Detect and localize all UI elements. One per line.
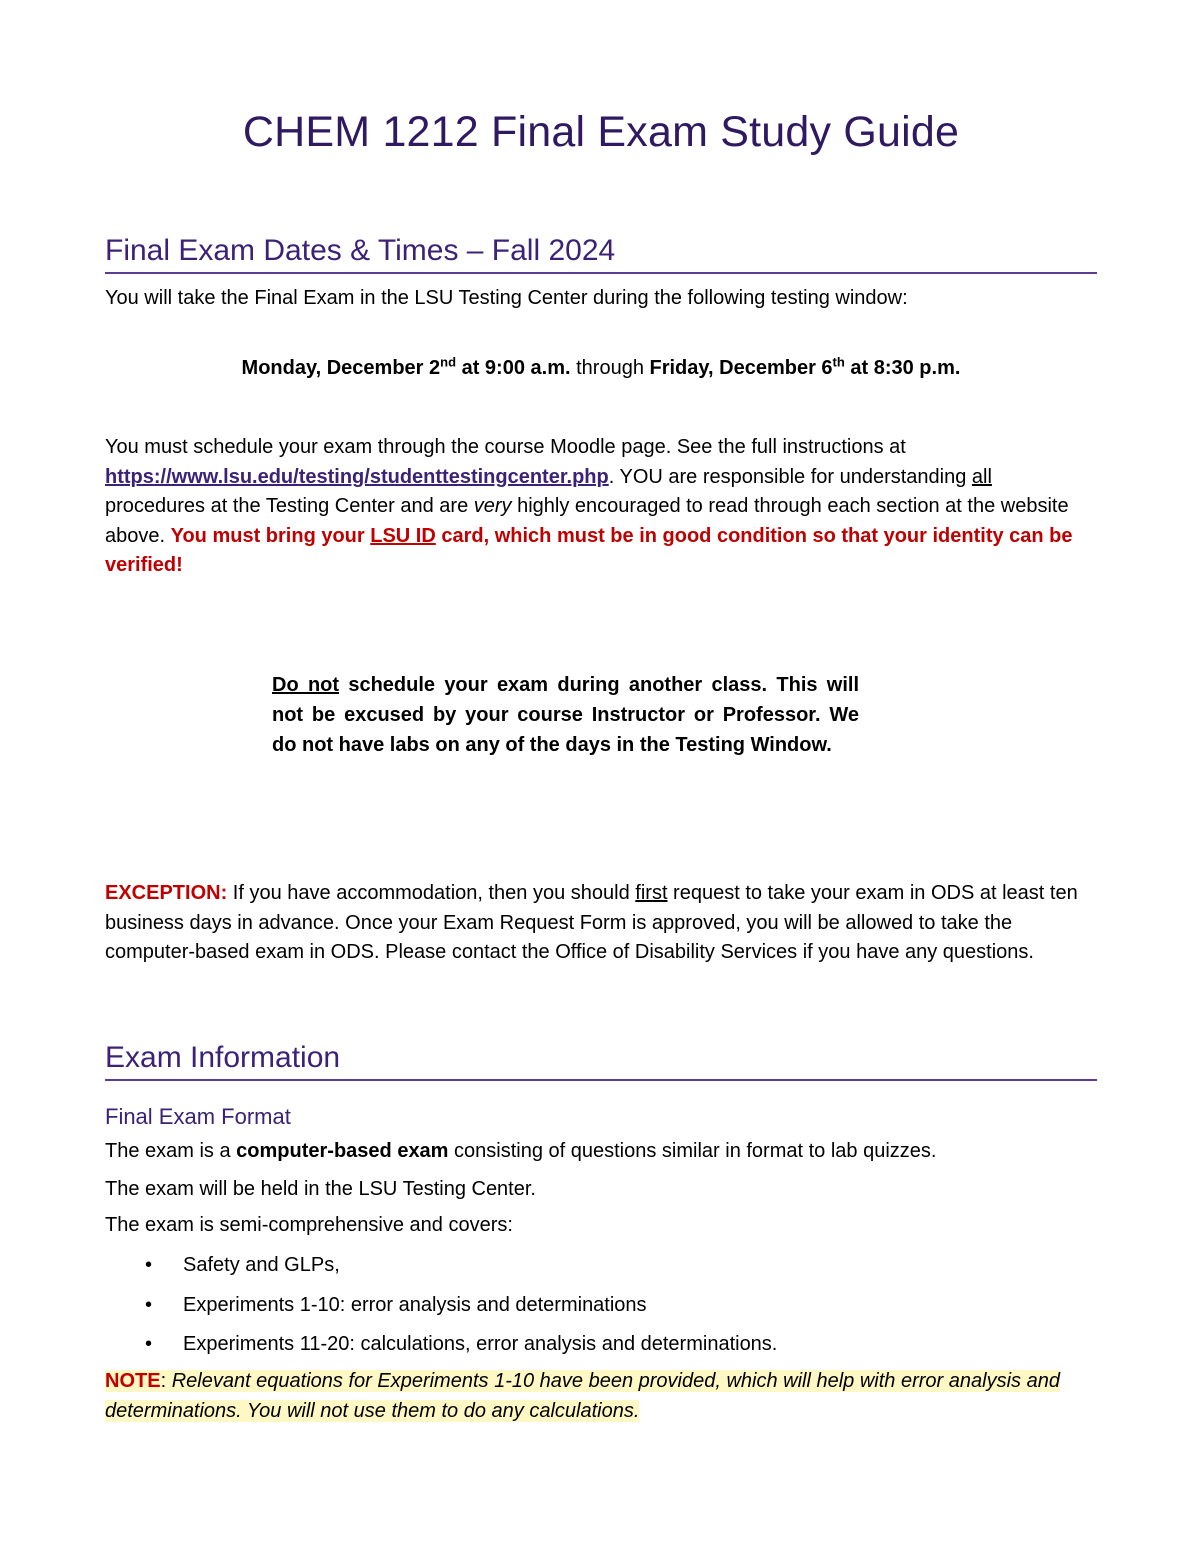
id-warning-lsu-id: LSU ID (370, 524, 436, 547)
start-sup: nd (440, 354, 457, 370)
note-label: NOTE (105, 1370, 161, 1392)
id-warning: You must bring your (170, 524, 371, 547)
end-sup: th (832, 354, 845, 370)
exam-info-heading: Exam Information (105, 1041, 1097, 1081)
end-time: at 8:30 p.m. (844, 357, 961, 379)
format-line-1 (105, 1137, 1097, 1167)
schedule-very: very (473, 495, 512, 517)
class-conflict-notice (272, 670, 859, 760)
coverage-list (105, 1250, 777, 1369)
do-not-text: Do not (272, 674, 340, 696)
exception-text: request to take your exam in ODS at least ten business days in advance. Once your Exam Request Form is approved, you will be allowed to take the computer-based exam in ODS. Please contact the Office of Disability Services if you have any questions. (105, 882, 1078, 963)
schedule-text: highly encouraged to read through each section at the website above. (105, 495, 1069, 547)
format-line-2: The exam will be held in the LSU Testing Center. (105, 1178, 536, 1200)
note-text: Relevant equations for Experiments 1-10 have been provided, which will help with error analysis and determinations. You will not use them to do any calculations. (105, 1370, 1060, 1422)
start-time: at 9:00 a.m. (456, 357, 571, 379)
schedule-text: procedures at the Testing Center and are (105, 495, 474, 517)
computer-based-exam: computer-based exam (236, 1140, 449, 1162)
list-item: • Experiments 11-20: calculations, error analysis and determinations. (105, 1329, 777, 1369)
end-day: Friday, December 6 (649, 357, 833, 379)
exception-text: If you have accommodation, then you should (227, 882, 636, 904)
schedule-paragraph (105, 433, 1097, 581)
format-line-3: The exam is semi-comprehensive and covers: (105, 1214, 513, 1236)
testing-window-dates (105, 354, 1097, 384)
list-item: • Experiments 1-10: error analysis and determinations (105, 1290, 777, 1330)
through-word: through (570, 357, 650, 379)
start-day: Monday, December 2 (241, 357, 441, 379)
exception-first: first (635, 882, 668, 904)
schedule-text: . YOU are responsible for understanding (608, 465, 972, 488)
format-subheading: Final Exam Format (105, 1104, 291, 1129)
exception-paragraph (105, 879, 1097, 968)
list-item: • Safety and GLPs, (105, 1250, 777, 1290)
equations-note (105, 1366, 1097, 1426)
dates-heading: Final Exam Dates & Times – Fall 2024 (105, 234, 1097, 274)
format-text: The exam is a (105, 1140, 237, 1162)
class-conflict-text: schedule your exam during another class. This will not be excused by your course Instructor or Professor. We do not have labs on any of the days in the Testing Window. (272, 674, 860, 756)
format-text: consisting of questions similar in format to lab quizzes. (448, 1140, 937, 1162)
page-title: CHEM 1212 Final Exam Study Guide (242, 108, 960, 156)
exception-label: EXCEPTION: (105, 882, 228, 904)
testing-window-intro: You will take the Final Exam in the LSU Testing Center during the following testing window: (105, 287, 908, 309)
schedule-all: all (971, 465, 992, 488)
schedule-text: You must schedule your exam through the course Moodle page. See the full instructions at (105, 436, 906, 458)
note-colon: : (160, 1370, 172, 1392)
id-warning: card, which must be in good condition so that your identity can be verified! (105, 524, 1073, 576)
testing-center-link[interactable]: https://www.lsu.edu/testing/studenttestingcenter.php (105, 465, 609, 488)
